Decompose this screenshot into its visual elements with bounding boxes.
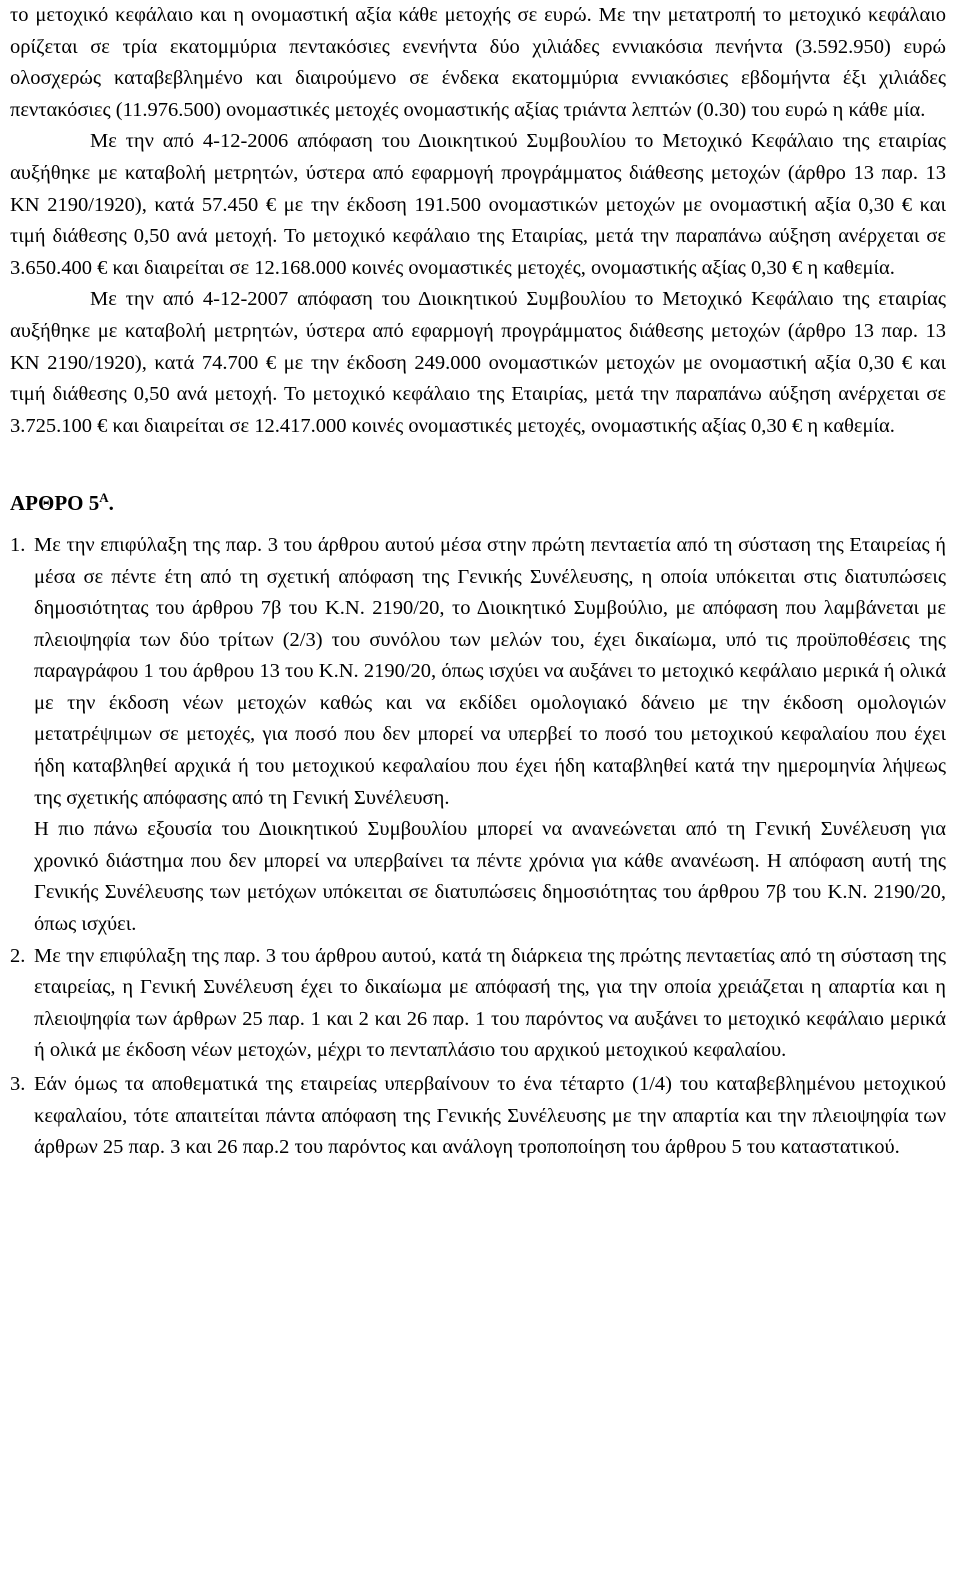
- paragraph-share-capital-conversion: το μετοχικό κεφάλαιο και η ονομαστική αξία κάθε μετοχής σε ευρώ. Με την μετατροπή το μετοχικό κεφάλαιο ορίζεται σε τρία εκατομμύρια πεντακόσιες ενενήντα δύο χιλιάδες εννιακόσια πενήντα (3.592.950) ευρώ ολοσχερώς καταβεβλημένο και διαιρούμενο σε ένδεκα εκατομμύρια εννιακόσιες εβδομήντα έξι χιλιάδες πεντακόσιες (11.976.500) ονομαστικές μετοχές ονομαστικής αξίας τριάντα λεπτών (0.30) του ευρώ η κάθε μία.: [10, 4, 946, 121]
- list-item-number: 1.: [10, 533, 26, 556]
- document-page: [10, 0, 946, 1164]
- list-item-text: Με την επιφύλαξη της παρ. 3 του άρθρου αυτού, κατά τη διάρκεια της πρώτης πενταετίας από τη σύσταση της εταιρείας, η Γενική Συνέλευση έχει το δικαίωμα με απόφασή της, για την οποία χρειάζεται η απαρτία και η πλειοψηφία των άρθρων 25 παρ. 1 και 2 και 26 παρ. 1 του παρόντος να αυξάνει το μετοχικό κεφάλαιο μερικά ή ολικά με έκδοση νέων μετοχών, μέχρι το πενταπλάσιο του αρχικού μετοχικού κεφαλαίου.: [34, 944, 946, 1062]
- list-item-body: [34, 941, 946, 1067]
- list-item: [10, 941, 946, 1067]
- article-title: ΑΡΘΡΟ 5: [10, 491, 100, 516]
- article-superscript: Α: [99, 490, 109, 506]
- list-item-text-continued: Η πιο πάνω εξουσία του Διοικητικού Συμβουλίου μπορεί να ανανεώνεται από τη Γενική Συνέλευση για χρονικό διάστημα που δεν μπορεί να υπερβαίνει τα πέντε χρόνια για κάθε ανανέωση. Η απόφαση αυτή της Γενικής Συνέλευσης των μετόχων υπόκειται σε διατυπώσεις δημοσιότητας του άρθρου 7β του Κ.Ν. 2190/20, όπως ισχύει.: [34, 818, 946, 936]
- article-heading: [10, 488, 946, 520]
- list-item-text: Με την επιφύλαξη της παρ. 3 του άρθρου αυτού μέσα στην πρώτη πενταετία από τη σύσταση της Εταιρείας ή μέσα σε πέντε έτη από τη σχετική απόφαση της Γενικής Συνέλευσης, η οποία υπόκειται στις διατυπώσεις δημοσιότητας του άρθρου 7β του Κ.Ν. 2190/20, το Διοικητικό Συμβούλιο, με απόφαση που λαμβάνεται με πλειοψηφία των δύο τρίτων (2/3) του συνόλου των μελών του, έχει δικαίωμα, υπό τις προϋποθέσεις της παραγράφου 1 του άρθρου 13 του Κ.Ν. 2190/20, όπως ισχύει να αυξάνει το μετοχικό κεφάλαιο μερικά ή ολικά με την έκδοση νέων μετοχών καθώς και να εκδίδει ομολογιακό δάνειο με την έκδοση ομολογιών μετατρέψιμων σε μετοχές, για ποσό που δεν μπορεί να υπερβεί το ποσό του μετοχικού κεφαλαίου που έχει ήδη καταβληθεί αρχικά ή του μετοχικού κεφαλαίου που έχει ήδη καταβληθεί κατά την ημερομηνία λήψεως της σχετικής απόφασης από τη Γενική Συνέλευση.: [34, 533, 946, 809]
- paragraph-capital-increase-2006: Με την από 4-12-2006 απόφαση του Διοικητικού Συμβουλίου το Μετοχικό Κεφάλαιο της εταιρίας αυξήθηκε με καταβολή μετρητών, ύστερα από εφαρμογή προγράμματος διάθεσης μετοχών (άρθρο 13 παρ. 13 ΚΝ 2190/1920), κατά 57.450 € με την έκδοση 191.500 ονομαστικών μετοχών με ονομαστική αξία 0,30 € και τιμή διάθεσης 0,50 ανά μετοχή. Το μετοχικό κεφάλαιο της Εταιρίας, μετά την παραπάνω αύξηση ανέρχεται σε 3.650.400 € και διαιρείται σε 12.168.000 κοινές ονομαστικές μετοχές, ονομαστικής αξίας 0,30 € η καθεμία.: [10, 130, 946, 279]
- paragraph-capital-increase-2007: Με την από 4-12-2007 απόφαση του Διοικητικού Συμβουλίου το Μετοχικό Κεφάλαιο της εταιρίας αυξήθηκε με καταβολή μετρητών, ύστερα από εφαρμογή προγράμματος διάθεσης μετοχών (άρθρο 13 παρ. 13 ΚΝ 2190/1920), κατά 74.700 € με την έκδοση 249.000 ονομαστικών μετοχών με ονομαστική αξία 0,30 € και τιμή διάθεσης 0,50 ανά μετοχή. Το μετοχικό κεφάλαιο της Εταιρίας, μετά την παραπάνω αύξηση ανέρχεται σε 3.725.100 € και διαιρείται σε 12.417.000 κοινές ονομαστικές μετοχές, ονομαστικής αξίας 0,30 € η καθεμία.: [10, 288, 946, 437]
- article-title-suffix: .: [108, 491, 114, 516]
- list-item: [10, 530, 946, 941]
- list-item-number: 2.: [10, 944, 26, 967]
- list-item-number: 3.: [10, 1073, 26, 1095]
- list-item-body: [34, 1069, 946, 1164]
- list-item-text: Εάν όμως τα αποθεματικά της εταιρείας υπερβαίνουν το ένα τέταρτο (1/4) του καταβεβλημένου μετοχικού κεφαλαίου, τότε απαιτείται πάντα απόφαση της Γενικής Συνέλευσης με την απαρτία και την πλειοψηφία των άρθρων 25 παρ. 3 και 26 παρ.2 του παρόντος και ανάλογη τροποποίηση του άρθρου 5 του καταστατικού.: [34, 1073, 946, 1159]
- list-item: [10, 1069, 946, 1164]
- list-item-body: [34, 530, 946, 941]
